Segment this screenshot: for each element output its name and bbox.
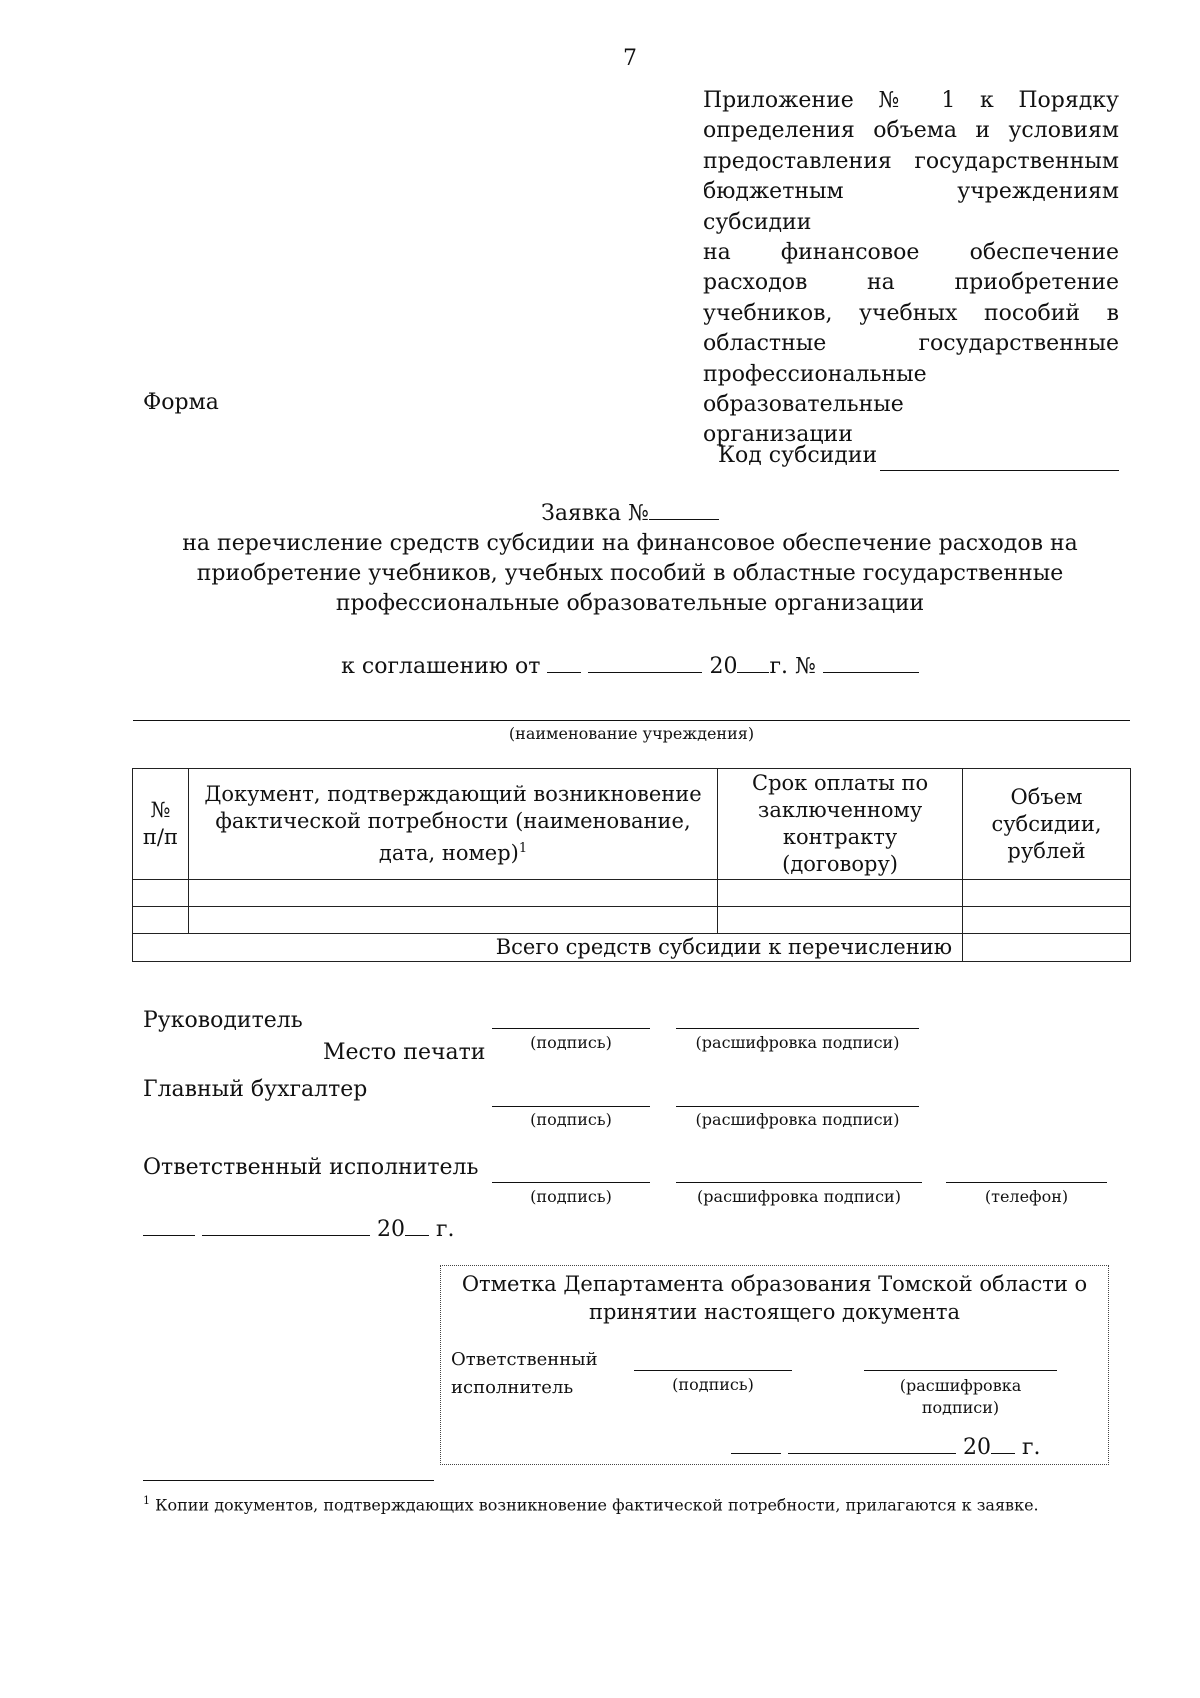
footnote-marker: 1 (518, 841, 528, 856)
table-cell[interactable] (963, 907, 1131, 934)
page-number: 7 (623, 46, 637, 71)
table-row (133, 907, 1131, 934)
col-term-header: Срок оплаты по заключенному контракту (договору) (718, 769, 963, 880)
annex-line: предоставления государственным (703, 148, 1119, 174)
signature-caption: (подпись) (530, 1187, 612, 1206)
footnote-number: 1 (143, 1494, 150, 1507)
form-label: Форма (143, 390, 219, 415)
institution-field[interactable] (133, 720, 1130, 721)
dept-signature-caption: (подпись) (672, 1375, 754, 1394)
decode-caption: (расшифровка подписи) (695, 1110, 900, 1129)
annex-line: бюджетным учреждениям субсидии (703, 179, 1119, 235)
accountant-signature-field[interactable] (492, 1106, 650, 1107)
dept-date (731, 1431, 1041, 1460)
dept-date-suffix: г. (1022, 1435, 1041, 1460)
accountant-label: Главный бухгалтер (143, 1077, 368, 1102)
total-label: Всего средств субсидии к перечислению (133, 934, 963, 962)
col-num-header: № п/п (133, 769, 189, 880)
date-year-field[interactable] (405, 1213, 429, 1236)
agreement-year-field[interactable] (737, 650, 769, 673)
annex-line: учебников, учебных пособий в (703, 300, 1119, 326)
dept-signature-field[interactable] (634, 1370, 792, 1371)
date-month-field[interactable] (202, 1213, 370, 1236)
head-decode-field[interactable] (676, 1028, 919, 1029)
table-cell[interactable] (718, 907, 963, 934)
subsidy-code-label: Код субсидии (718, 443, 878, 468)
dept-decode-field[interactable] (864, 1370, 1057, 1371)
agreement-month-field[interactable] (588, 650, 702, 673)
date-suffix: г. (436, 1217, 455, 1242)
table-cell[interactable] (718, 880, 963, 907)
table-header-row (133, 769, 1131, 880)
request-number-field[interactable] (649, 497, 719, 520)
head-signature-field[interactable] (492, 1028, 650, 1029)
dept-date-month-field[interactable] (788, 1431, 956, 1454)
executor-phone-field[interactable] (946, 1182, 1107, 1183)
dept-box-title: Отметка Департамента образования Томской области о принятии настоящего документа (461, 1272, 1088, 1324)
total-amount-cell[interactable] (963, 934, 1131, 962)
table-cell[interactable] (133, 907, 189, 934)
decode-caption: (расшифровка подписи) (697, 1187, 901, 1206)
department-acceptance-box (440, 1265, 1109, 1465)
agreement-number-field[interactable] (823, 650, 919, 673)
dept-date-year-field[interactable] (991, 1431, 1015, 1454)
annex-line: определения объема и условиям (703, 118, 1119, 144)
institution-caption: (наименование учреждения) (508, 724, 755, 743)
executor-decode-field[interactable] (676, 1182, 922, 1183)
request-number-row (130, 497, 1130, 529)
footnote-separator (143, 1480, 434, 1481)
annex-line: расходов на приобретение (703, 270, 1119, 296)
table-cell[interactable] (133, 880, 189, 907)
col-doc-header: Документ, подтверждающий возникновение фактической потребности (наименование, дата, номер)$^1$ (188, 769, 717, 880)
dept-date-day-field[interactable] (731, 1431, 781, 1454)
col-amount-header: Объем субсидии, рублей (963, 769, 1131, 880)
executor-label: Ответственный исполнитель (143, 1155, 479, 1180)
total-row (133, 934, 1131, 962)
accountant-decode-field[interactable] (676, 1106, 919, 1107)
agreement-day-field[interactable] (547, 650, 581, 673)
footnote (143, 1494, 1039, 1514)
date-day-field[interactable] (143, 1213, 195, 1236)
request-line: профессиональные образовательные организации (335, 591, 925, 616)
phone-caption: (телефон) (984, 1187, 1069, 1206)
executor-signature-field[interactable] (492, 1182, 650, 1183)
footnote-text: Копии документов, подтверждающих возникновение фактической потребности, прилагаются к заявке. (155, 1495, 1039, 1515)
annex-line: организации (703, 422, 853, 448)
request-number-label: Заявка № (541, 501, 649, 526)
date-year-prefix: 20 (377, 1217, 405, 1242)
dept-decode-caption: (расшифровка подписи) (899, 1376, 1022, 1417)
dept-executor-label: Ответственный исполнитель (451, 1349, 598, 1398)
table-cell[interactable] (963, 880, 1131, 907)
dept-date-year-prefix: 20 (963, 1435, 991, 1460)
agreement-suffix: г. № (769, 654, 816, 679)
subsidy-code-field[interactable] (880, 470, 1119, 471)
table-cell[interactable] (188, 907, 717, 934)
table-cell[interactable] (188, 880, 717, 907)
subsidy-table (132, 768, 1131, 962)
annex-line: профессиональные образовательные (703, 361, 927, 418)
signature-caption: (подпись) (530, 1033, 612, 1052)
request-line: на перечисление средств субсидии на финансовое обеспечение расходов на (182, 531, 1078, 556)
agreement-year-prefix: 20 (709, 654, 738, 679)
head-label: Руководитель (143, 1008, 303, 1033)
stamp-place-label: Место печати (323, 1040, 486, 1065)
decode-caption: (расшифровка подписи) (695, 1033, 900, 1052)
signature-date (143, 1213, 455, 1242)
table-row (133, 880, 1131, 907)
annex-header (703, 86, 1119, 451)
annex-line: Приложение № 1 к Порядку (703, 88, 1119, 113)
agreement-prefix: к соглашению от (341, 654, 541, 679)
signature-caption: (подпись) (530, 1110, 612, 1129)
request-line: приобретение учебников, учебных пособий в областные государственные (196, 561, 1064, 586)
annex-line: областные государственные (703, 331, 1119, 357)
agreement-line (130, 650, 1130, 679)
annex-line: на финансовое обеспечение (703, 240, 1119, 266)
request-title (130, 497, 1130, 619)
